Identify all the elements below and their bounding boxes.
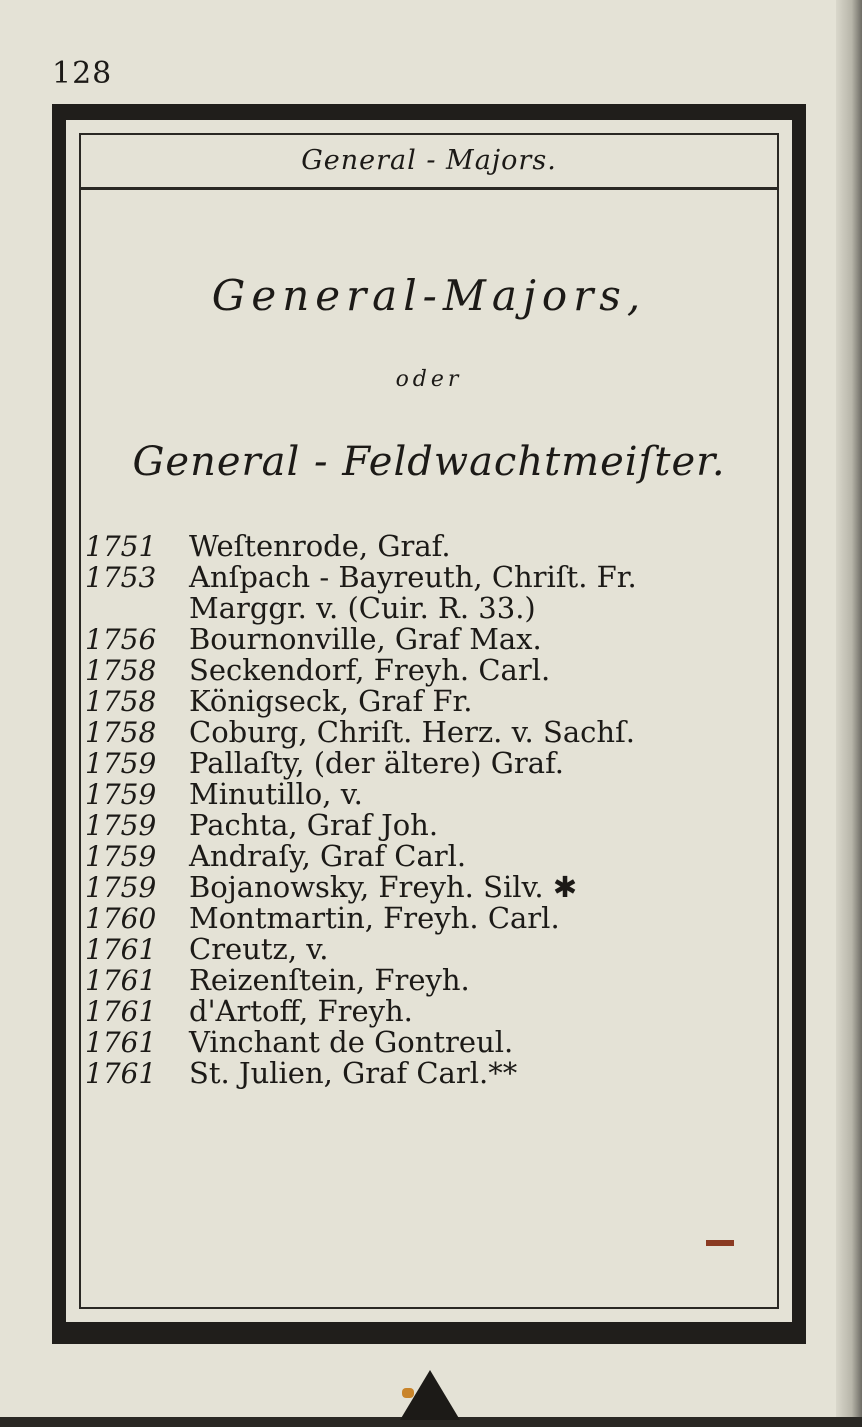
page-number: 128	[52, 56, 113, 91]
entry-name: Reizenſtein, Freyh.	[189, 963, 470, 997]
entry-name: Pachta, Graf Joh.	[189, 808, 439, 842]
inner-frame	[79, 133, 779, 1309]
entry-name: Coburg, Chriſt. Herz. v. Sachſ.	[189, 715, 636, 749]
roster-entry	[85, 903, 777, 934]
entry-name: Minutillo, v.	[189, 777, 363, 811]
roster-entry	[85, 965, 777, 996]
entry-year: 1758	[85, 716, 157, 749]
entry-year: 1758	[85, 685, 157, 718]
entry-year: 1759	[85, 747, 157, 780]
entry-name: Andraſy, Graf Carl.	[189, 839, 467, 873]
page-edge-shadow	[836, 0, 862, 1427]
section-subtitle: General - Feldwachtmeiſter.	[132, 439, 726, 485]
entry-name: Bournonville, Graf Max.	[189, 622, 542, 656]
ink-stain	[706, 1240, 734, 1246]
roster-entry	[85, 779, 777, 810]
roster-entry	[85, 1027, 777, 1058]
entry-name: Creutz, v.	[189, 932, 329, 966]
section-title: General-Majors,	[211, 271, 647, 320]
entry-name: d'Artoff, Freyh.	[189, 994, 413, 1028]
roster-entry	[85, 810, 777, 841]
entry-year: 1760	[85, 902, 157, 935]
entry-name: Königseck, Graf Fr.	[189, 684, 473, 718]
roster-entry	[85, 562, 777, 593]
running-head: General - Majors.	[81, 135, 777, 190]
entry-year: 1761	[85, 1026, 157, 1059]
entry-name: Bojanowsky, Freyh. Silv. ✱	[189, 870, 578, 904]
entry-year: 1759	[85, 840, 157, 873]
roster-entry	[85, 624, 777, 655]
entry-name: Weſtenrode, Graf.	[189, 529, 451, 563]
entry-year: 1759	[85, 871, 157, 904]
roster-entry-continuation	[85, 593, 777, 624]
entry-name: Anſpach - Bayreuth, Chriſt. Fr.	[189, 560, 637, 594]
roster-entry	[85, 934, 777, 965]
entry-year: 1759	[85, 809, 157, 842]
entry-name: Seckendorf, Freyh. Carl.	[189, 653, 551, 687]
roster-entry	[85, 748, 777, 779]
entry-year: 1761	[85, 933, 157, 966]
roster-entry	[85, 996, 777, 1027]
entry-name: St. Julien, Graf Carl.**	[189, 1056, 518, 1090]
roster-list	[85, 531, 777, 1089]
roster-entry	[85, 686, 777, 717]
roster-entry	[85, 872, 777, 903]
entry-year: 1758	[85, 654, 157, 687]
roster-entry	[85, 717, 777, 748]
entry-name: Montmartin, Freyh. Carl.	[189, 901, 560, 935]
entry-year: 1753	[85, 561, 157, 594]
roster-entry	[85, 655, 777, 686]
entry-year: 1756	[85, 623, 157, 656]
roster-entry	[85, 841, 777, 872]
entry-year: 1759	[85, 778, 157, 811]
entry-year: 1761	[85, 964, 157, 997]
roster-entry	[85, 531, 777, 562]
roster-entry	[85, 1058, 777, 1089]
entry-year: 1751	[85, 530, 157, 563]
entry-year: 1761	[85, 1057, 157, 1090]
ink-spot	[402, 1388, 414, 1398]
entry-name: Pallaſty, (der ältere) Graf.	[189, 746, 564, 780]
section-title-conjunction: oder	[395, 367, 463, 392]
entry-name: Vinchant de Gontreul.	[189, 1025, 514, 1059]
page-frame	[52, 104, 806, 1344]
entry-year: 1761	[85, 995, 157, 1028]
entry-name: Marggr. v. (Cuir. R. 33.)	[189, 591, 536, 625]
